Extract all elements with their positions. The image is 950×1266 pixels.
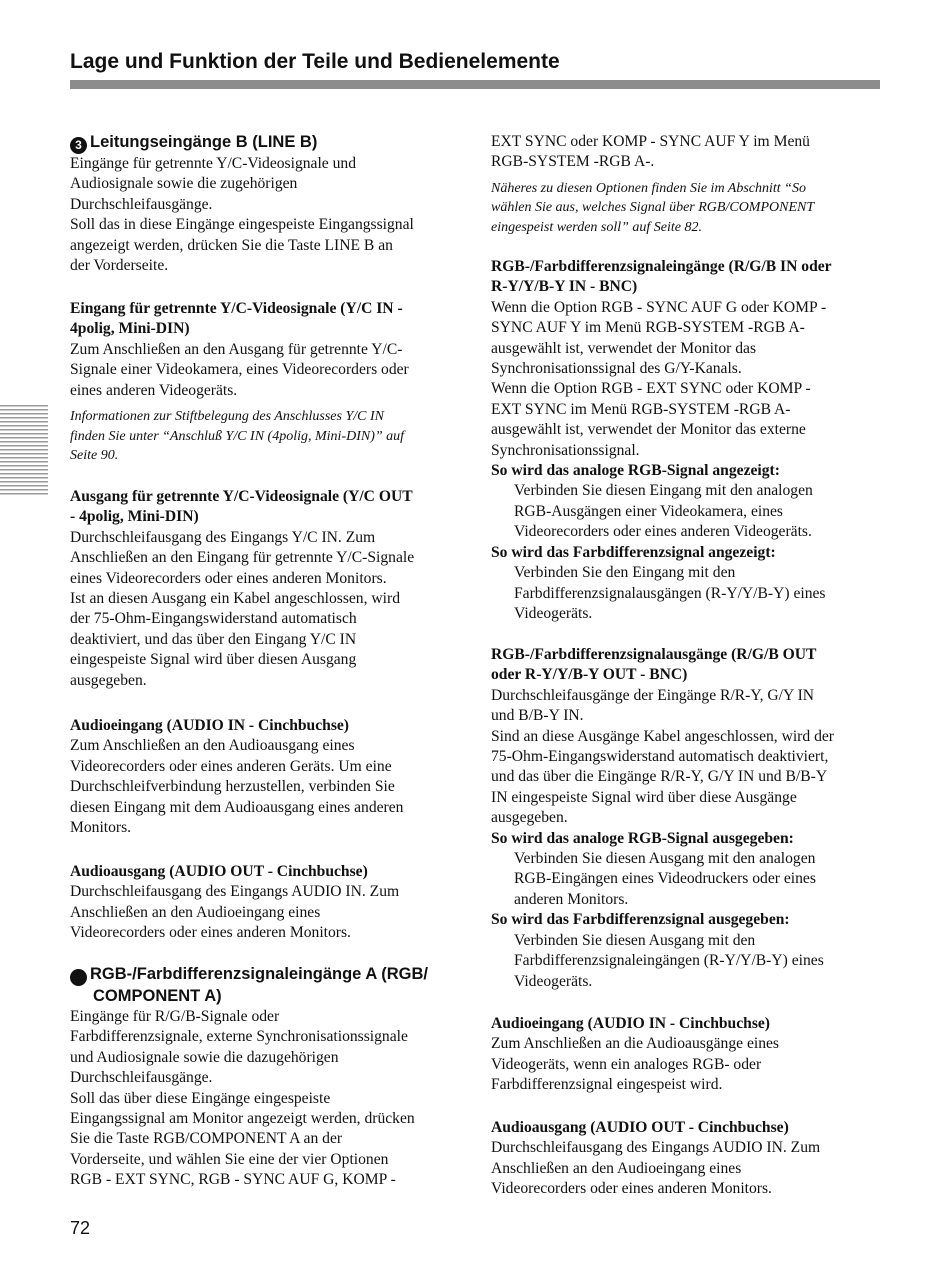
audio-out-heading-left: Audioausgang (AUDIO OUT - Cinchbuchse) — [70, 863, 368, 880]
text-line: Zum Anschließen an den Ausgang für getrennte Y/C- — [70, 340, 403, 358]
text-line: RGB-/Farbdifferenzsignaleingänge (R/G/B IN oder — [491, 258, 832, 275]
yc-in-note — [70, 407, 462, 466]
audio-out-heading-right: Audioausgang (AUDIO OUT - Cinchbuchse) — [491, 1119, 789, 1136]
text-line: der Vorderseite. — [70, 257, 169, 275]
audio-in-heading-right: Audioeingang (AUDIO IN - Cinchbuchse) — [491, 1015, 770, 1032]
text-line: 4polig, Mini-DIN) — [70, 320, 190, 338]
text-line: Verbinden Sie diesen Ausgang mit den — [514, 931, 756, 949]
number-3-icon: 3 — [70, 137, 87, 154]
rgb-out-sub2-body — [514, 931, 883, 992]
header-rule — [70, 80, 880, 89]
audio-in-item-left — [70, 716, 462, 838]
text-line: Sind an diese Ausgänge Kabel angeschlossen, wird der — [491, 727, 834, 745]
rgb-in-item — [491, 257, 883, 624]
text-line: angezeigt werden, drücken Sie die Taste LINE B an — [70, 236, 393, 254]
text-line: EXT SYNC oder KOMP - SYNC AUF Y im Menü — [491, 133, 810, 150]
text-line: oder R-Y/Y/B-Y OUT - BNC) — [491, 666, 688, 684]
text-line: Anschließen an den Audioeingang eines — [70, 903, 321, 921]
text-line: RGB - EXT SYNC, RGB - SYNC AUF G, KOMP - — [70, 1171, 396, 1189]
text-line: Videorecorders oder eines anderen Videogeräts. — [514, 523, 812, 541]
text-line: Anschließen an den Audioeingang eines — [491, 1159, 742, 1177]
section-3 — [70, 132, 462, 276]
text-line: Durchschleifausgänge der Eingänge R/R-Y, G/Y IN — [491, 686, 815, 704]
text-line: Durchschleifausgänge. — [70, 1069, 213, 1087]
text-line: Farbdifferenzsignalausgängen (R-Y/Y/B-Y) eines — [514, 584, 826, 602]
text-line: Wenn die Option RGB - EXT SYNC oder KOMP - — [491, 380, 811, 398]
section-3-body — [70, 154, 462, 276]
text-line: Videogeräts. — [514, 604, 593, 622]
audio-out-item-left — [70, 862, 462, 944]
rgb-out-heading — [491, 645, 883, 686]
text-line: RGB-/Farbdifferenzsignalausgänge (R/G/B OUT — [491, 646, 817, 663]
text-line: Videogeräts. — [514, 972, 593, 990]
text-line: Vorderseite, und wählen Sie eine der vier Optionen — [70, 1150, 389, 1168]
yc-out-item — [70, 487, 462, 691]
audio-out-body-left — [70, 882, 462, 943]
text-line: Videorecorders oder eines anderen Monitors. — [491, 1180, 772, 1198]
audio-out-item-right — [491, 1118, 883, 1200]
text-line: RGB-Eingängen eines Videodruckers oder eines — [514, 870, 816, 888]
text-line: Synchronisationssignal des G/Y-Kanals. — [491, 360, 742, 378]
rgb-out-item — [491, 645, 883, 992]
text-line: Monitors. — [70, 819, 132, 837]
text-line: RGB-SYSTEM -RGB A-. — [491, 153, 655, 171]
audio-in-heading-left: Audioeingang (AUDIO IN - Cinchbuchse) — [70, 717, 349, 734]
text-line: wählen Sie aus, welches Signal über RGB/COMPONENT — [491, 200, 815, 216]
rgb-in-sub1-heading: So wird das analoge RGB-Signal angezeigt: — [491, 462, 780, 480]
text-line: und das über die Eingänge R/R-Y, G/Y IN und B/B-Y — [491, 768, 828, 786]
section-4-continued — [491, 132, 883, 237]
text-line: Informationen zur Stiftbelegung des Anschlusses Y/C IN — [70, 409, 384, 425]
text-line: Durchschleifausgänge. — [70, 195, 213, 213]
number-4-icon: 4 — [70, 969, 87, 986]
section-4 — [55, 964, 462, 1191]
text-line: und B/B-Y IN. — [491, 707, 584, 725]
text-line: und Audiosignale sowie die dazugehörigen — [70, 1048, 339, 1066]
text-line: ausgegeben. — [491, 809, 568, 827]
text-line: Durchschleifausgang des Eingangs AUDIO IN. Zum — [70, 883, 400, 901]
section-3-heading: 3 Leitungseingänge B (LINE B) — [70, 132, 462, 154]
text-line: Ist an diesen Ausgang ein Kabel angeschlossen, wird — [70, 590, 400, 608]
text-line: Verbinden Sie diesen Ausgang mit den analogen — [514, 850, 816, 868]
text-line: IN eingespeiste Signal wird über diese Ausgänge — [491, 788, 797, 806]
text-line: Audiosignale sowie die zugehörigen — [70, 175, 298, 193]
yc-out-heading — [70, 487, 462, 528]
text-line: Seite 90. — [70, 448, 119, 464]
text-line: 75-Ohm-Eingangswiderstand automatisch deaktiviert, — [491, 748, 829, 766]
text-line: Videorecorders oder eines anderen Geräts. Um eine — [70, 757, 392, 775]
rgb-out-sub1-heading: So wird das analoge RGB-Signal ausgegeben: — [491, 829, 794, 847]
yc-in-item — [70, 299, 462, 466]
rgb-out-body — [491, 686, 883, 829]
text-line: Zum Anschließen an den Audioausgang eines — [70, 737, 355, 755]
text-line: Videogeräts, wenn ein analoges RGB- oder — [491, 1055, 762, 1073]
text-line: Durchschleifausgang des Eingangs Y/C IN. Zum — [70, 528, 376, 546]
text-line: Soll das über diese Eingänge eingespeiste — [70, 1089, 331, 1107]
yc-in-body — [70, 340, 462, 401]
text-line: deaktiviert, und das über den Eingang Y/C IN — [70, 630, 357, 648]
section-4-body — [70, 1007, 462, 1191]
text-line: ausgewählt ist, verwendet der Monitor das — [491, 339, 757, 357]
text-line: Farbdifferenzsignal eingespeist wird. — [491, 1076, 723, 1094]
rgb-in-heading — [491, 257, 883, 298]
section-4-note — [491, 179, 883, 238]
text-line: Näheres zu diesen Optionen finden Sie im Abschnitt “So — [491, 180, 806, 196]
text-line: eingespeiste Signal wird über diesen Ausgang — [70, 651, 357, 669]
yc-in-heading — [70, 299, 462, 340]
text-line: Eingänge für getrennte Y/C-Videosignale und — [70, 155, 357, 172]
audio-in-item-right — [491, 1014, 883, 1096]
text-line: R-Y/Y/B-Y IN - BNC) — [491, 278, 638, 296]
text-line: - 4polig, Mini-DIN) — [70, 508, 199, 526]
heading-line: COMPONENT A) — [93, 987, 222, 1005]
text-line: Anschließen an den Eingang für getrennte Y/C-Signale — [70, 549, 415, 567]
page-title: Lage und Funktion der Teile und Bedienelemente — [70, 50, 560, 73]
text-line: Ausgang für getrennte Y/C-Videosignale (Y/C OUT — [70, 488, 413, 505]
text-line: Zum Anschließen an die Audioausgänge eines — [491, 1035, 779, 1053]
text-line: Wenn die Option RGB - SYNC AUF G oder KOMP - — [491, 298, 827, 316]
text-line: RGB-Ausgängen einer Videokamera, eines — [514, 502, 783, 520]
section-4-heading — [55, 964, 462, 1007]
text-line: Eingänge für R/G/B-Signale oder — [70, 1008, 280, 1025]
rgb-in-body — [491, 298, 883, 461]
text-line: Durchschleifausgang des Eingangs AUDIO IN. Zum — [491, 1139, 821, 1157]
rgb-in-sub2-heading: So wird das Farbdifferenzsignal angezeigt: — [491, 543, 776, 561]
rgb-out-sub2-heading: So wird das Farbdifferenzsignal ausgegeben: — [491, 911, 790, 929]
text-line: EXT SYNC im Menü RGB-SYSTEM -RGB A- — [491, 400, 791, 418]
text-line: eines Videorecorders oder eines anderen Monitors. — [70, 569, 387, 587]
rgb-in-sub2-body — [514, 563, 883, 624]
heading-line: RGB-/Farbdifferenzsignaleingänge A (RGB/ — [90, 965, 428, 983]
text-line: Farbdifferenzsignaleingängen (R-Y/Y/B-Y) eines — [514, 952, 824, 970]
audio-in-body-right — [491, 1034, 883, 1095]
rgb-out-sub1-body — [514, 849, 883, 910]
text-line: diesen Eingang mit dem Audioausgang eines anderen — [70, 798, 404, 816]
rgb-in-sub1-body — [514, 481, 883, 542]
audio-in-body-left — [70, 736, 462, 838]
text-line: Videorecorders oder eines anderen Monitors. — [70, 924, 351, 942]
section-4-continued-body — [491, 132, 883, 173]
text-line: eines anderen Videogeräts. — [70, 381, 238, 399]
text-line: Eingangssignal am Monitor angezeigt werden, drücken — [70, 1110, 415, 1128]
text-line: Signale einer Videokamera, eines Videorecorders oder — [70, 361, 409, 379]
audio-out-body-right — [491, 1138, 883, 1199]
text-line: Synchronisationssignal. — [491, 441, 640, 459]
yc-out-body — [70, 528, 462, 691]
page-number: 72 — [70, 1218, 91, 1238]
text-line: anderen Monitors. — [514, 890, 629, 908]
text-line: der 75-Ohm-Eingangswiderstand automatisch — [70, 610, 357, 628]
text-line: Verbinden Sie den Eingang mit den — [514, 564, 736, 582]
text-line: SYNC AUF Y im Menü RGB-SYSTEM -RGB A- — [491, 319, 805, 337]
text-line: ausgegeben. — [70, 671, 147, 689]
text-line: ausgewählt ist, verwendet der Monitor das externe — [491, 421, 806, 439]
text-line: Durchschleifverbindung herzustellen, verbinden Sie — [70, 778, 395, 796]
text-line: finden Sie unter “Anschluß Y/C IN (4polig, Mini-DIN)” auf — [70, 428, 405, 444]
text-line: Verbinden Sie diesen Eingang mit den analogen — [514, 482, 813, 500]
section-tab-marker — [0, 405, 48, 497]
text-line: Soll das in diese Eingänge eingespeiste Eingangssignal — [70, 216, 414, 234]
text-line: Eingang für getrennte Y/C-Videosignale (Y/C IN - — [70, 300, 403, 317]
text-line: eingespeist werden soll” auf Seite 82. — [491, 219, 703, 235]
text-line: Farbdifferenzsignale, externe Synchronisationssignale — [70, 1028, 408, 1046]
text-line: Sie die Taste RGB/COMPONENT A an der — [70, 1130, 343, 1148]
